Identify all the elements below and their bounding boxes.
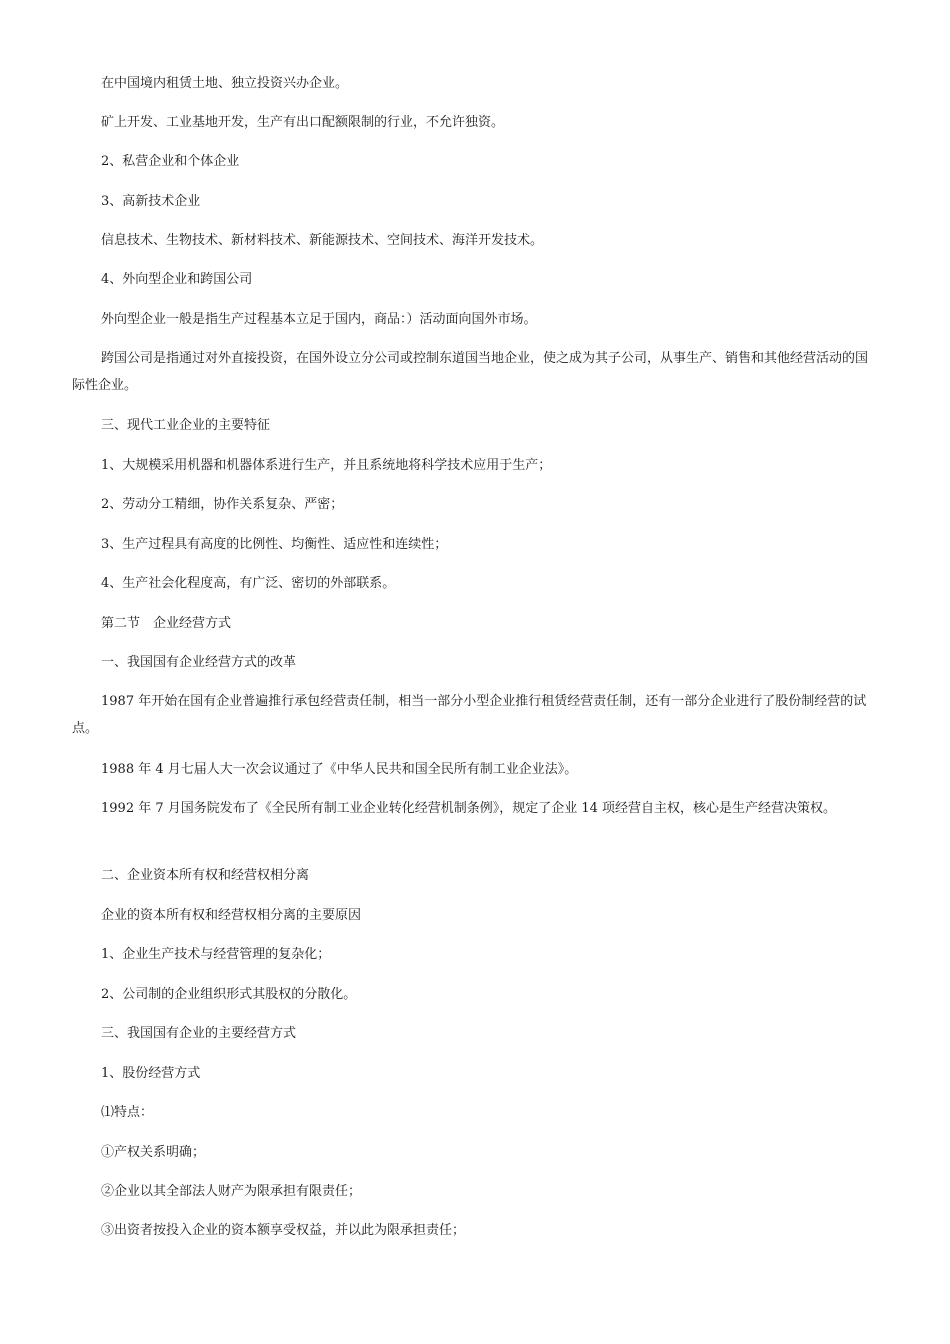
section-heading: 三、现代工业企业的主要特征 [101, 418, 271, 433]
paragraph: 1992 年 7 月国务院发布了《全民所有制工业企业转化经营机制条例》，规定了企业 14 项经营自主权，核心是生产经营决策权。 [101, 801, 837, 816]
paragraph: 跨国公司是指通过对外直接投资，在国外设立分公司或控制东道国当地企业，使之成为其子公司，从事生产、销售和其他经营活动的国际性企业。 [72, 351, 869, 393]
list-item: ②企业以其全部法人财产为限承担有限责任； [101, 1184, 362, 1199]
section-heading: 一、我国国有企业经营方式的改革 [101, 655, 297, 670]
list-item: ③出资者按投入企业的资本额享受权益，并以此为限承担责任； [101, 1223, 466, 1238]
list-item: 1、大规模采用机器和机器体系进行生产，并且系统地将科学技术应用于生产； [101, 458, 552, 473]
list-item: 3、生产过程具有高度的比例性、均衡性、适应性和连续性； [101, 537, 448, 552]
section-heading: 二、企业资本所有权和经营权相分离 [101, 868, 310, 883]
paragraph: 矿上开发、工业基地开发，生产有出口配额限制的行业，不允许独资。 [101, 115, 505, 130]
section-heading: 三、我国国有企业的主要经营方式 [101, 1026, 297, 1041]
list-item: 1、企业生产技术与经营管理的复杂化； [101, 947, 331, 962]
list-item: ⑴特点： [101, 1105, 154, 1120]
section-heading: 3、高新技术企业 [101, 194, 201, 209]
section-heading: 4、外向型企业和跨国公司 [101, 272, 253, 287]
section-heading: 2、私营企业和个体企业 [101, 154, 240, 169]
paragraph: 信息技术、生物技术、新材料技术、新能源技术、空间技术、海洋开发技术。 [101, 233, 544, 248]
paragraph: 在中国境内租赁土地、独立投资兴办企业。 [101, 76, 349, 91]
list-item: 2、公司制的企业组织形式其股权的分散化。 [101, 987, 357, 1002]
list-item: 1、股份经营方式 [101, 1066, 201, 1081]
paragraph: 外向型企业一般是指生产过程基本立足于国内，商品：）活动面向国外市场。 [101, 312, 537, 327]
list-item: 4、生产社会化程度高，有广泛、密切的外部联系。 [101, 576, 396, 591]
list-item: 2、劳动分工精细，协作关系复杂、严密； [101, 497, 344, 512]
paragraph: 企业的资本所有权和经营权相分离的主要原因 [101, 908, 362, 923]
chapter-heading: 第二节 企业经营方式 [101, 616, 232, 631]
paragraph: 1987 年开始在国有企业普遍推行承包经营责任制，相当一部分小型企业推行租赁经营责任制，还有一部分企业进行了股份制经营的试点。 [72, 694, 867, 736]
list-item: ①产权关系明确； [101, 1145, 206, 1160]
paragraph: 1988 年 4 月七届人大一次会议通过了《中华人民共和国全民所有制工业企业法》。 [101, 762, 578, 777]
